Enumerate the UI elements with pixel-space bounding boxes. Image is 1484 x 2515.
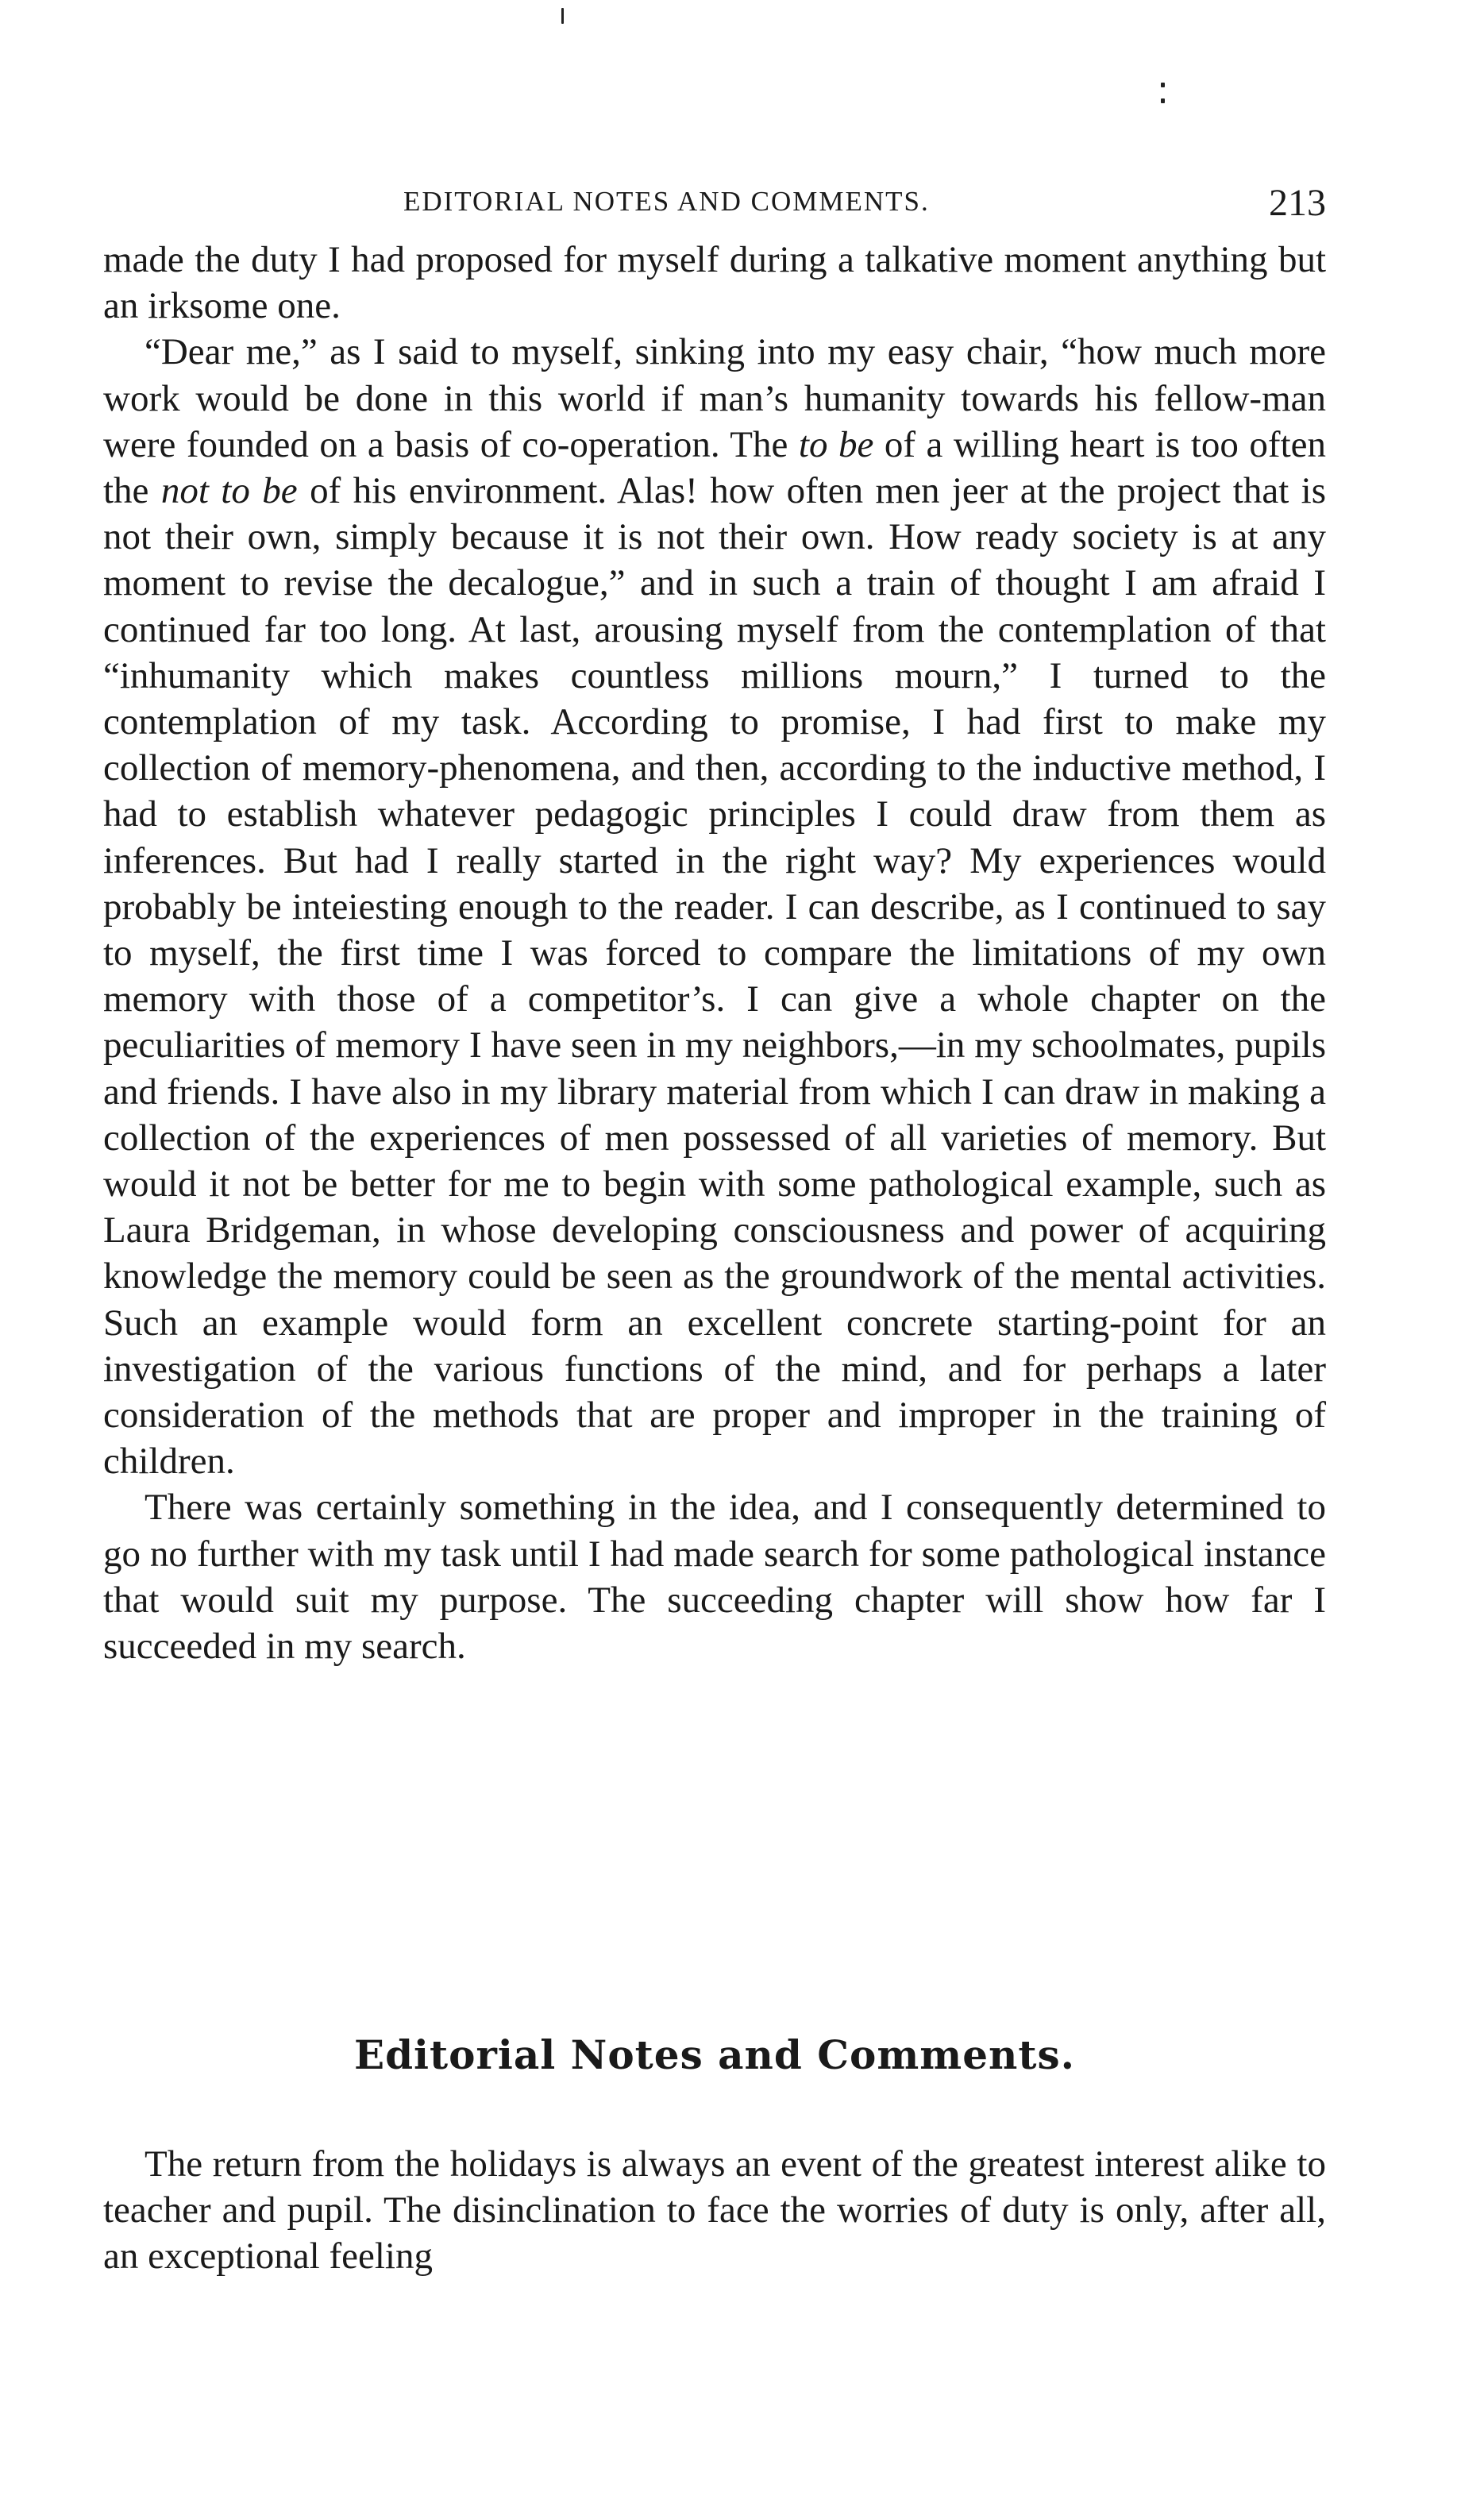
paragraph <box>103 329 1326 1484</box>
italic-phrase: to be <box>798 423 874 465</box>
text-run: “Dear me,” as I said to myself, sinking into my easy chair, “how much more work would be done in this world if man’s humanity towards his fellow-man were founded on a basis of co-operation. The <box>103 331 1326 465</box>
text-run: of a willing heart is too often the <box>103 423 1326 512</box>
chapter-body <box>103 237 1326 1669</box>
running-title: EDITORIAL NOTES AND COMMENTS. <box>403 186 930 217</box>
running-head <box>103 181 1326 229</box>
print-mark <box>1161 98 1165 103</box>
paragraph: The return from the holidays is always an event of the greatest interest alike to teacher and pupil. The disinclination to face the worries of duty is only, after all, an exceptional feeling <box>103 2143 1326 2278</box>
print-mark <box>1161 83 1165 87</box>
section-heading: Editorial Notes and Comments. <box>353 2031 1076 2078</box>
page-number: 213 <box>1269 182 1326 224</box>
editorial-body <box>103 2141 1326 2280</box>
paragraph: made the duty I had proposed for myself during a talkative moment anything but an irksome one. <box>103 239 1326 327</box>
italic-phrase: not to be <box>160 470 298 512</box>
paragraph: There was certainly something in the idea, and I consequently determined to go no further with my task until I had made search for some pathological instance that would suit my purpose. The succeeding chapter will show how far I succeeded in my search. <box>103 1487 1326 1668</box>
text-run: of his environment. Alas! how often men jeer at the project that is not their own, simply because it is not their own. How ready society is at any moment to revise the decalogue,” and in such a train of thought I am afraid I continued far too long. At last, arousing myself from the contemplation of that “inhumanity which makes countless millions mourn,” I turned to the contemplation of my task. According to promise, I had first to make my collection of memory-phenomena, and then, according to the inductive method, I had to establish whatever pedagogic principles I could draw from them as inferences. But had I really started in the right way? My experiences would probably be inteiesting enough to the reader. I can describe, as I continued to say to myself, the first time I was forced to compare the limitations of my own memory with those of a competitor’s. I can give a whole chapter on the peculiarities of memory I have seen in my neighbors,—in my schoolmates, pupils and friends. I have also in my library material from which I can draw in making a collection of the experiences of men possessed of all varieties of memory. But would it not be better for me to begin with some pathological example, such as Laura Bridgeman, in whose developing consciousness and power of acquiring knowledge the memory could be seen as the groundwork of the mental activities. Such an example would form an excellent concrete starting-point for an investigation of the various functions of the mind, and for perhaps a later consideration of the methods that are proper and improper in the training of children. <box>103 470 1327 1483</box>
print-mark <box>561 8 564 24</box>
